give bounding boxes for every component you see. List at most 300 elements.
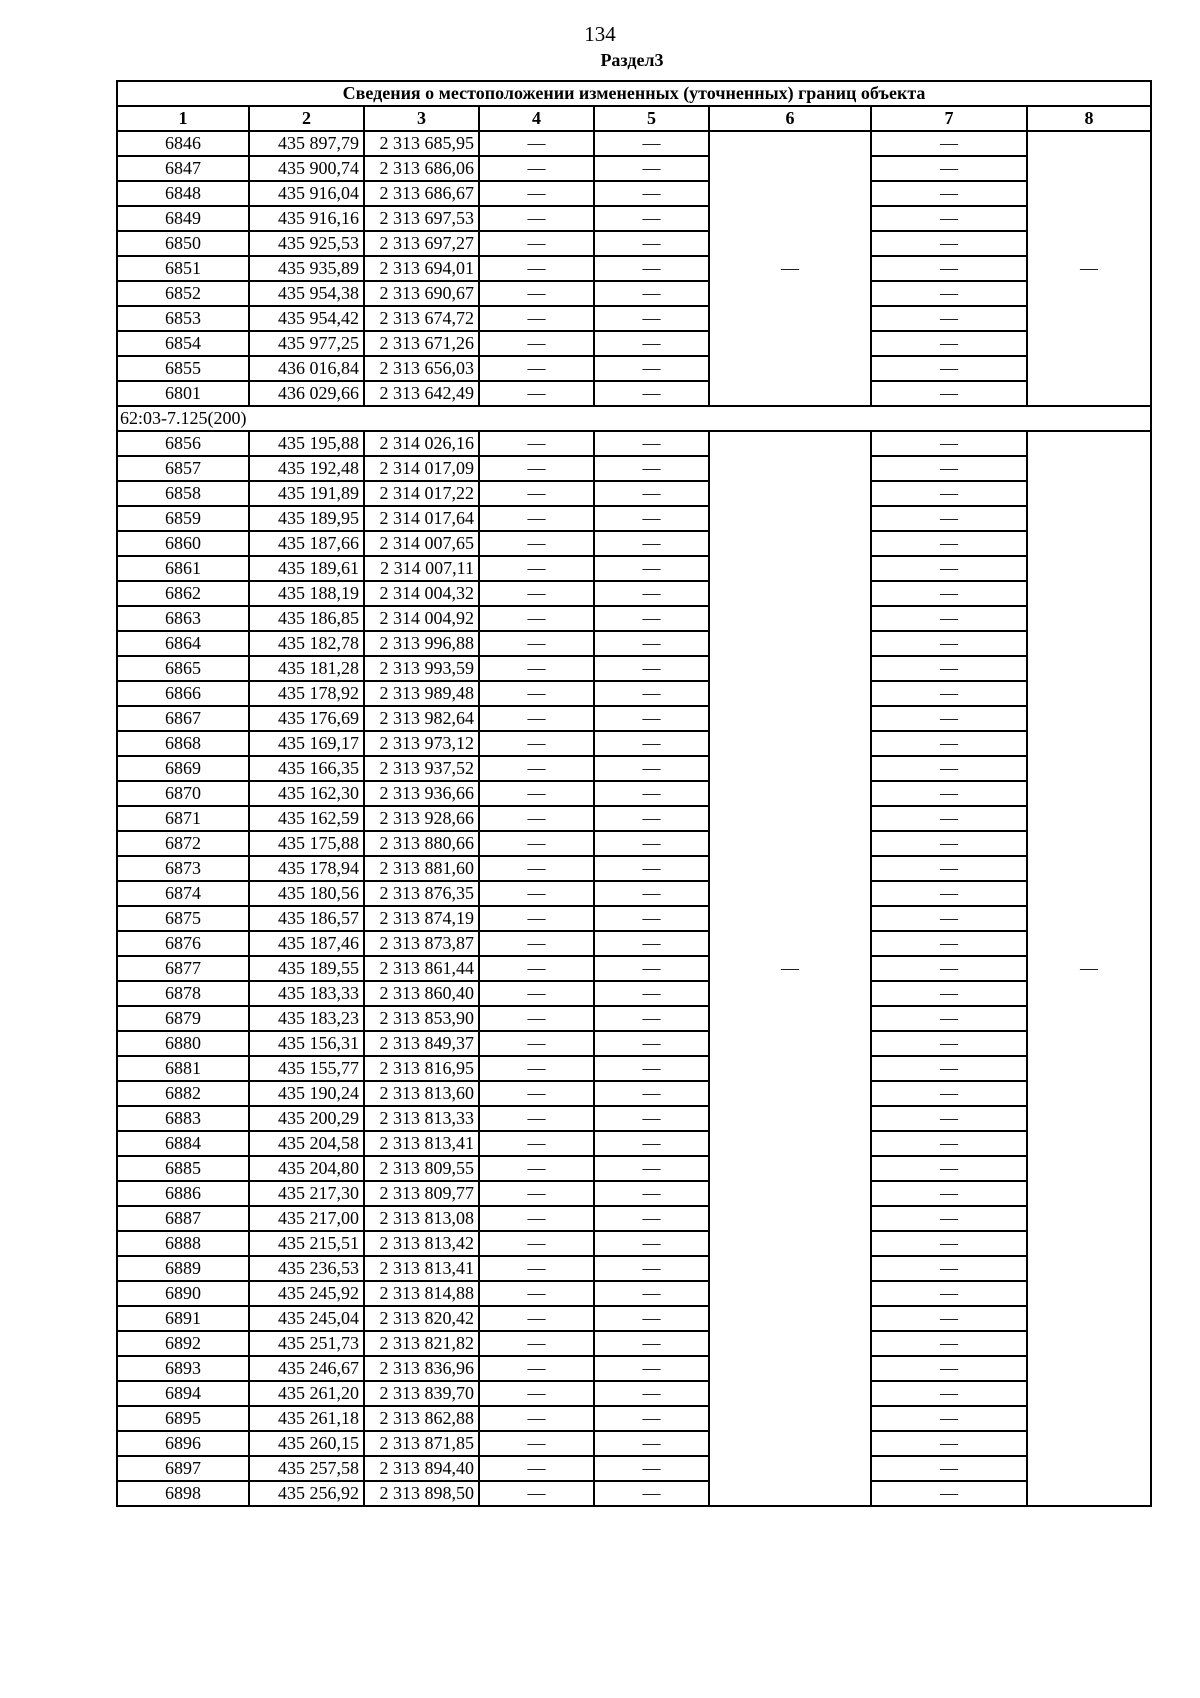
x-coordinate-cell: 435 178,92: [249, 681, 364, 706]
col7-cell: —: [871, 381, 1027, 406]
y-coordinate-cell: 2 313 820,42: [364, 1306, 479, 1331]
point-number-cell: 6848: [117, 181, 249, 206]
y-coordinate-cell: 2 313 898,50: [364, 1481, 479, 1506]
col5-cell: —: [594, 1356, 709, 1381]
col7-cell: —: [871, 756, 1027, 781]
col7-cell: —: [871, 506, 1027, 531]
group-header-row: [117, 406, 1151, 431]
table-row: [117, 881, 1151, 906]
x-coordinate-cell: 435 189,95: [249, 506, 364, 531]
col5-cell: —: [594, 1256, 709, 1281]
col5-cell: —: [594, 831, 709, 856]
col5-cell: —: [594, 906, 709, 931]
y-coordinate-cell: 2 313 989,48: [364, 681, 479, 706]
col7-cell: —: [871, 431, 1027, 456]
x-coordinate-cell: 436 016,84: [249, 356, 364, 381]
point-number-cell: 6870: [117, 781, 249, 806]
x-coordinate-cell: 435 245,92: [249, 1281, 364, 1306]
column-header: 7: [871, 106, 1027, 131]
point-number-cell: 6869: [117, 756, 249, 781]
y-coordinate-cell: 2 313 839,70: [364, 1381, 479, 1406]
y-coordinate-cell: 2 314 017,09: [364, 456, 479, 481]
table-row: [117, 1006, 1151, 1031]
table-row: [117, 1481, 1151, 1506]
point-number-cell: 6851: [117, 256, 249, 281]
col4-cell: —: [479, 506, 594, 531]
y-coordinate-cell: 2 313 862,88: [364, 1406, 479, 1431]
col7-cell: —: [871, 656, 1027, 681]
col5-cell: —: [594, 981, 709, 1006]
col4-cell: —: [479, 656, 594, 681]
col4-cell: —: [479, 206, 594, 231]
x-coordinate-cell: 435 189,55: [249, 956, 364, 981]
point-number-cell: 6888: [117, 1231, 249, 1256]
x-coordinate-cell: 435 897,79: [249, 131, 364, 156]
y-coordinate-cell: 2 313 690,67: [364, 281, 479, 306]
col7-cell: —: [871, 956, 1027, 981]
col4-cell: —: [479, 806, 594, 831]
table-row: [117, 1331, 1151, 1356]
col5-cell: —: [594, 131, 709, 156]
point-number-cell: 6891: [117, 1306, 249, 1331]
point-number-cell: 6865: [117, 656, 249, 681]
table-row: [117, 1306, 1151, 1331]
table-body: [117, 131, 1151, 1506]
x-coordinate-cell: 435 180,56: [249, 881, 364, 906]
x-coordinate-cell: 435 186,85: [249, 606, 364, 631]
table-row: [117, 131, 1151, 156]
col7-cell: —: [871, 1281, 1027, 1306]
col4-cell: —: [479, 181, 594, 206]
col5-cell: —: [594, 1306, 709, 1331]
col7-cell: —: [871, 1406, 1027, 1431]
col4-cell: —: [479, 981, 594, 1006]
col7-cell: —: [871, 681, 1027, 706]
col5-cell: —: [594, 881, 709, 906]
y-coordinate-cell: 2 313 697,53: [364, 206, 479, 231]
y-coordinate-cell: 2 313 849,37: [364, 1031, 479, 1056]
point-number-cell: 6850: [117, 231, 249, 256]
col4-cell: —: [479, 1106, 594, 1131]
y-coordinate-cell: 2 313 861,44: [364, 956, 479, 981]
col6-merged-cell: —: [709, 131, 871, 406]
column-header: 8: [1027, 106, 1151, 131]
point-number-cell: 6861: [117, 556, 249, 581]
table-row: [117, 156, 1151, 181]
x-coordinate-cell: 435 187,66: [249, 531, 364, 556]
table-row: [117, 706, 1151, 731]
x-coordinate-cell: 435 257,58: [249, 1456, 364, 1481]
col4-cell: —: [479, 1206, 594, 1231]
y-coordinate-cell: 2 313 813,41: [364, 1131, 479, 1156]
col4-cell: —: [479, 906, 594, 931]
point-number-cell: 6853: [117, 306, 249, 331]
point-number-cell: 6849: [117, 206, 249, 231]
col7-cell: —: [871, 706, 1027, 731]
point-number-cell: 6852: [117, 281, 249, 306]
table-row: [117, 1381, 1151, 1406]
x-coordinate-cell: 435 166,35: [249, 756, 364, 781]
y-coordinate-cell: 2 314 026,16: [364, 431, 479, 456]
col4-cell: —: [479, 956, 594, 981]
table-row: [117, 581, 1151, 606]
x-coordinate-cell: 435 215,51: [249, 1231, 364, 1256]
point-number-cell: 6858: [117, 481, 249, 506]
col5-cell: —: [594, 356, 709, 381]
x-coordinate-cell: 435 251,73: [249, 1331, 364, 1356]
y-coordinate-cell: 2 313 993,59: [364, 656, 479, 681]
col7-cell: —: [871, 806, 1027, 831]
table-row: [117, 806, 1151, 831]
col4-cell: —: [479, 556, 594, 581]
y-coordinate-cell: 2 313 697,27: [364, 231, 479, 256]
col5-cell: —: [594, 531, 709, 556]
y-coordinate-cell: 2 313 686,06: [364, 156, 479, 181]
table-row: [117, 356, 1151, 381]
col4-cell: —: [479, 156, 594, 181]
x-coordinate-cell: 435 900,74: [249, 156, 364, 181]
col5-cell: —: [594, 256, 709, 281]
col5-cell: —: [594, 1106, 709, 1131]
y-coordinate-cell: 2 313 816,95: [364, 1056, 479, 1081]
y-coordinate-cell: 2 313 809,55: [364, 1156, 479, 1181]
table-row: [117, 656, 1151, 681]
point-number-cell: 6863: [117, 606, 249, 631]
y-coordinate-cell: 2 313 813,41: [364, 1256, 479, 1281]
table-row: [117, 256, 1151, 281]
col4-cell: —: [479, 1181, 594, 1206]
point-number-cell: 6874: [117, 881, 249, 906]
table-row: [117, 731, 1151, 756]
col5-cell: —: [594, 1281, 709, 1306]
x-coordinate-cell: 435 181,28: [249, 656, 364, 681]
col5-cell: —: [594, 1206, 709, 1231]
table-row: [117, 1081, 1151, 1106]
y-coordinate-cell: 2 314 004,32: [364, 581, 479, 606]
col4-cell: —: [479, 1081, 594, 1106]
point-number-cell: 6871: [117, 806, 249, 831]
table-row: [117, 606, 1151, 631]
col5-cell: —: [594, 631, 709, 656]
col7-cell: —: [871, 331, 1027, 356]
col4-cell: —: [479, 881, 594, 906]
col7-cell: —: [871, 356, 1027, 381]
col4-cell: —: [479, 1406, 594, 1431]
column-header: 3: [364, 106, 479, 131]
col5-cell: —: [594, 856, 709, 881]
col7-cell: —: [871, 981, 1027, 1006]
x-coordinate-cell: 435 186,57: [249, 906, 364, 931]
col7-cell: —: [871, 1106, 1027, 1131]
y-coordinate-cell: 2 314 017,64: [364, 506, 479, 531]
x-coordinate-cell: 435 178,94: [249, 856, 364, 881]
col5-cell: —: [594, 431, 709, 456]
col8-merged-cell: —: [1027, 131, 1151, 406]
y-coordinate-cell: 2 314 004,92: [364, 606, 479, 631]
point-number-cell: 6897: [117, 1456, 249, 1481]
col4-cell: —: [479, 1331, 594, 1356]
point-number-cell: 6875: [117, 906, 249, 931]
col4-cell: —: [479, 931, 594, 956]
col5-cell: —: [594, 1181, 709, 1206]
col4-cell: —: [479, 781, 594, 806]
y-coordinate-cell: 2 314 007,65: [364, 531, 479, 556]
col7-cell: —: [871, 1081, 1027, 1106]
x-coordinate-cell: 435 261,20: [249, 1381, 364, 1406]
x-coordinate-cell: 435 245,04: [249, 1306, 364, 1331]
col5-cell: —: [594, 706, 709, 731]
point-number-cell: 6898: [117, 1481, 249, 1506]
table-row: [117, 1056, 1151, 1081]
y-coordinate-cell: 2 313 671,26: [364, 331, 479, 356]
col7-cell: —: [871, 306, 1027, 331]
col5-cell: —: [594, 606, 709, 631]
point-number-cell: 6876: [117, 931, 249, 956]
x-coordinate-cell: 435 977,25: [249, 331, 364, 356]
boundary-table: [116, 80, 1152, 1507]
table-row: [117, 1156, 1151, 1181]
col6-merged-cell: —: [709, 431, 871, 1506]
col7-cell: —: [871, 131, 1027, 156]
y-coordinate-cell: 2 313 814,88: [364, 1281, 479, 1306]
column-header: 6: [709, 106, 871, 131]
col7-cell: —: [871, 456, 1027, 481]
x-coordinate-cell: 435 175,88: [249, 831, 364, 856]
y-coordinate-cell: 2 314 007,11: [364, 556, 479, 581]
point-number-cell: 6896: [117, 1431, 249, 1456]
col4-cell: —: [479, 1131, 594, 1156]
col5-cell: —: [594, 1381, 709, 1406]
table-row: [117, 1181, 1151, 1206]
col5-cell: —: [594, 506, 709, 531]
col5-cell: —: [594, 756, 709, 781]
table-row: [117, 1456, 1151, 1481]
y-coordinate-cell: 2 313 813,60: [364, 1081, 479, 1106]
x-coordinate-cell: 435 204,80: [249, 1156, 364, 1181]
x-coordinate-cell: 435 192,48: [249, 456, 364, 481]
x-coordinate-cell: 435 246,67: [249, 1356, 364, 1381]
x-coordinate-cell: 435 261,18: [249, 1406, 364, 1431]
y-coordinate-cell: 2 313 936,66: [364, 781, 479, 806]
y-coordinate-cell: 2 313 656,03: [364, 356, 479, 381]
x-coordinate-cell: 435 162,59: [249, 806, 364, 831]
table-row: [117, 981, 1151, 1006]
col7-cell: —: [871, 906, 1027, 931]
col4-cell: —: [479, 1381, 594, 1406]
point-number-cell: 6866: [117, 681, 249, 706]
table-row: [117, 931, 1151, 956]
group-label: 62:03-7.125(200): [117, 406, 1151, 431]
y-coordinate-cell: 2 314 017,22: [364, 481, 479, 506]
x-coordinate-cell: 435 217,30: [249, 1181, 364, 1206]
col4-cell: —: [479, 456, 594, 481]
col7-cell: —: [871, 1456, 1027, 1481]
col7-cell: —: [871, 881, 1027, 906]
col5-cell: —: [594, 731, 709, 756]
column-header: 4: [479, 106, 594, 131]
col4-cell: —: [479, 1256, 594, 1281]
point-number-cell: 6801: [117, 381, 249, 406]
column-header: 2: [249, 106, 364, 131]
y-coordinate-cell: 2 313 821,82: [364, 1331, 479, 1356]
col4-cell: —: [479, 1356, 594, 1381]
col4-cell: —: [479, 331, 594, 356]
point-number-cell: 6877: [117, 956, 249, 981]
col5-cell: —: [594, 206, 709, 231]
x-coordinate-cell: 435 169,17: [249, 731, 364, 756]
point-number-cell: 6892: [117, 1331, 249, 1356]
col7-cell: —: [871, 581, 1027, 606]
col4-cell: —: [479, 856, 594, 881]
point-number-cell: 6856: [117, 431, 249, 456]
table-row: [117, 381, 1151, 406]
col7-cell: —: [871, 1231, 1027, 1256]
table-row: [117, 556, 1151, 581]
point-number-cell: 6890: [117, 1281, 249, 1306]
y-coordinate-cell: 2 313 686,67: [364, 181, 479, 206]
table-row: [117, 1356, 1151, 1381]
col4-cell: —: [479, 1456, 594, 1481]
point-number-cell: 6883: [117, 1106, 249, 1131]
x-coordinate-cell: 435 176,69: [249, 706, 364, 731]
table-row: [117, 1281, 1151, 1306]
col7-cell: —: [871, 856, 1027, 881]
table-row: [117, 1131, 1151, 1156]
table-row: [117, 781, 1151, 806]
col4-cell: —: [479, 356, 594, 381]
col7-cell: —: [871, 556, 1027, 581]
y-coordinate-cell: 2 313 982,64: [364, 706, 479, 731]
point-number-cell: 6873: [117, 856, 249, 881]
y-coordinate-cell: 2 313 880,66: [364, 831, 479, 856]
table-row: [117, 681, 1151, 706]
table-row: [117, 181, 1151, 206]
col4-cell: —: [479, 1031, 594, 1056]
col7-cell: —: [871, 606, 1027, 631]
col5-cell: —: [594, 281, 709, 306]
col4-cell: —: [479, 231, 594, 256]
x-coordinate-cell: 435 155,77: [249, 1056, 364, 1081]
col5-cell: —: [594, 581, 709, 606]
col5-cell: —: [594, 656, 709, 681]
col4-cell: —: [479, 1156, 594, 1181]
point-number-cell: 6872: [117, 831, 249, 856]
col5-cell: —: [594, 181, 709, 206]
col7-cell: —: [871, 481, 1027, 506]
col4-cell: —: [479, 1006, 594, 1031]
y-coordinate-cell: 2 313 894,40: [364, 1456, 479, 1481]
table-row: [117, 231, 1151, 256]
col7-cell: —: [871, 1256, 1027, 1281]
x-coordinate-cell: 435 195,88: [249, 431, 364, 456]
col5-cell: —: [594, 1431, 709, 1456]
y-coordinate-cell: 2 313 873,87: [364, 931, 479, 956]
x-coordinate-cell: 435 183,23: [249, 1006, 364, 1031]
y-coordinate-cell: 2 313 937,52: [364, 756, 479, 781]
col4-cell: —: [479, 1306, 594, 1331]
col7-cell: —: [871, 931, 1027, 956]
col4-cell: —: [479, 831, 594, 856]
col7-cell: —: [871, 256, 1027, 281]
point-number-cell: 6893: [117, 1356, 249, 1381]
table-row: [117, 631, 1151, 656]
table-row: [117, 756, 1151, 781]
col4-cell: —: [479, 531, 594, 556]
y-coordinate-cell: 2 313 871,85: [364, 1431, 479, 1456]
col7-cell: —: [871, 631, 1027, 656]
y-coordinate-cell: 2 313 881,60: [364, 856, 479, 881]
column-header: 5: [594, 106, 709, 131]
col7-cell: —: [871, 206, 1027, 231]
y-coordinate-cell: 2 313 973,12: [364, 731, 479, 756]
col5-cell: —: [594, 1481, 709, 1506]
col4-cell: —: [479, 731, 594, 756]
col7-cell: —: [871, 231, 1027, 256]
col5-cell: —: [594, 681, 709, 706]
table-row: [117, 431, 1151, 456]
point-number-cell: 6854: [117, 331, 249, 356]
table-title: Сведения о местоположении измененных (уточненных) границ объекта: [117, 81, 1151, 106]
point-number-cell: 6878: [117, 981, 249, 1006]
table-row: [117, 306, 1151, 331]
col7-cell: —: [871, 1431, 1027, 1456]
x-coordinate-cell: 435 935,89: [249, 256, 364, 281]
y-coordinate-cell: 2 313 874,19: [364, 906, 479, 931]
y-coordinate-cell: 2 313 674,72: [364, 306, 479, 331]
col5-cell: —: [594, 956, 709, 981]
col5-cell: —: [594, 1456, 709, 1481]
point-number-cell: 6889: [117, 1256, 249, 1281]
table-row: [117, 1431, 1151, 1456]
point-number-cell: 6867: [117, 706, 249, 731]
table-row: [117, 506, 1151, 531]
y-coordinate-cell: 2 313 813,08: [364, 1206, 479, 1231]
col5-cell: —: [594, 156, 709, 181]
col5-cell: —: [594, 306, 709, 331]
col4-cell: —: [479, 381, 594, 406]
point-number-cell: 6846: [117, 131, 249, 156]
x-coordinate-cell: 435 190,24: [249, 1081, 364, 1106]
col8-merged-cell: —: [1027, 431, 1151, 1506]
column-header: 1: [117, 106, 249, 131]
col5-cell: —: [594, 1056, 709, 1081]
col5-cell: —: [594, 231, 709, 256]
col5-cell: —: [594, 331, 709, 356]
point-number-cell: 6882: [117, 1081, 249, 1106]
table-row: [117, 1031, 1151, 1056]
col7-cell: —: [871, 1331, 1027, 1356]
table-row: [117, 906, 1151, 931]
column-header-row: [117, 106, 1151, 131]
x-coordinate-cell: 435 236,53: [249, 1256, 364, 1281]
col7-cell: —: [871, 1031, 1027, 1056]
y-coordinate-cell: 2 313 996,88: [364, 631, 479, 656]
col4-cell: —: [479, 681, 594, 706]
col5-cell: —: [594, 1006, 709, 1031]
col7-cell: —: [871, 1156, 1027, 1181]
x-coordinate-cell: 436 029,66: [249, 381, 364, 406]
table-row: [117, 1406, 1151, 1431]
x-coordinate-cell: 435 204,58: [249, 1131, 364, 1156]
col7-cell: —: [871, 1306, 1027, 1331]
col4-cell: —: [479, 481, 594, 506]
col5-cell: —: [594, 381, 709, 406]
col4-cell: —: [479, 1231, 594, 1256]
x-coordinate-cell: 435 187,46: [249, 931, 364, 956]
col5-cell: —: [594, 456, 709, 481]
x-coordinate-cell: 435 916,04: [249, 181, 364, 206]
table-row: [117, 531, 1151, 556]
